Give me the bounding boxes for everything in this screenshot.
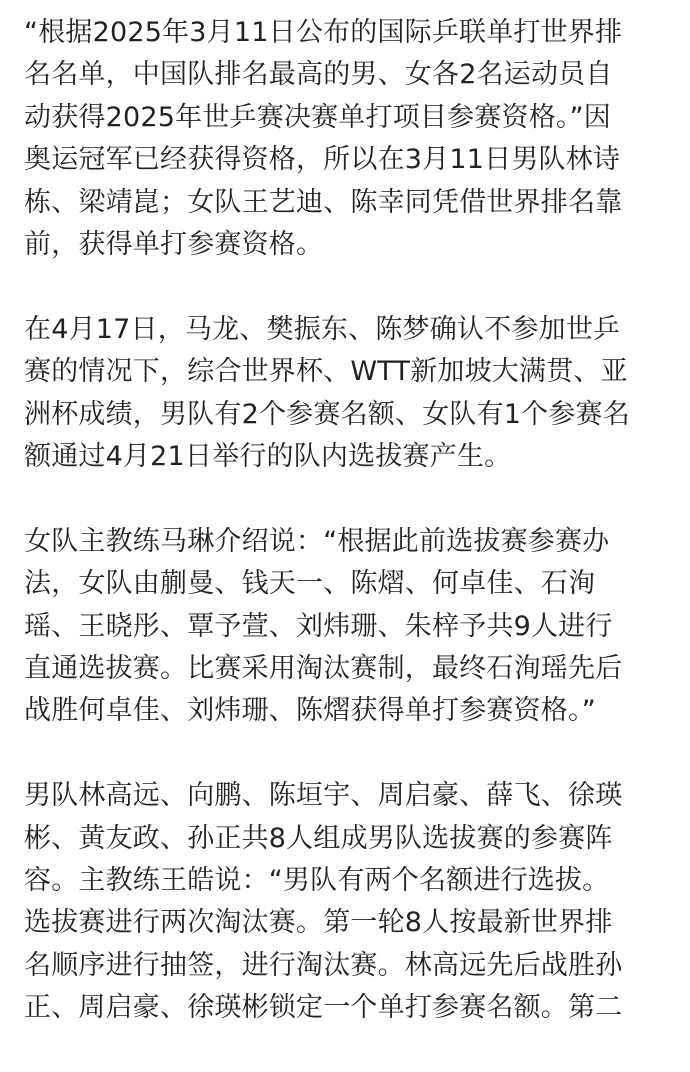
paragraph-qualification-rule: “根据2025年3月11日公布的国际乒联单打世界排 名名单，中国队排名最高的男、女各2名运动员自 动获得2025年世乒赛决赛单打项目参赛资格。”因 奥运冠军已经获得资格，所以在3月11日男队林诗 栋、梁靖崑；女队王艺迪、陈幸同凭借世界排名靠 前，获得单打参赛资格。 xyxy=(24,17,623,261)
paragraph-selection-quota: 在4月17日，马龙、樊振东、陈梦确认不参加世乒 赛的情况下，综合世界杯、WTT新加坡大满贯、亚 洲杯成绩，男队有2个参赛名额、女队有1个参赛名 额通过4月21日举行的队内选拔赛产生。 xyxy=(24,313,630,473)
paragraph-men-selection: 男队林高远、向鹏、陈垣宇、周启豪、薛飞、徐瑛 彬、黄友政、孙正共8人组成男队选拔赛的参赛阵 容。主教练王皓说：“男队有两个名额进行选拔。 选拔赛进行两次淘汰赛。第一轮8人按最新世界排 名顺序进行抽签，进行淘汰赛。林高远先后战胜孙 正、周启豪、徐瑛彬锁定一个单打参赛名额。第二 xyxy=(24,780,623,1024)
article-body xyxy=(24,12,664,1072)
paragraph-women-selection: 女队主教练马琳介绍说：“根据此前选拔赛参赛办 法，女队由蒯曼、钱天一、陈熠、何卓佳、石洵 瑶、王晓彤、覃予萱、刘炜珊、朱梓予共9人进行 直通选拔赛。比赛采用淘汰赛制，最终石洵瑶先后 战胜何卓佳、刘炜珊、陈熠获得单打参赛资格。” xyxy=(24,525,623,727)
